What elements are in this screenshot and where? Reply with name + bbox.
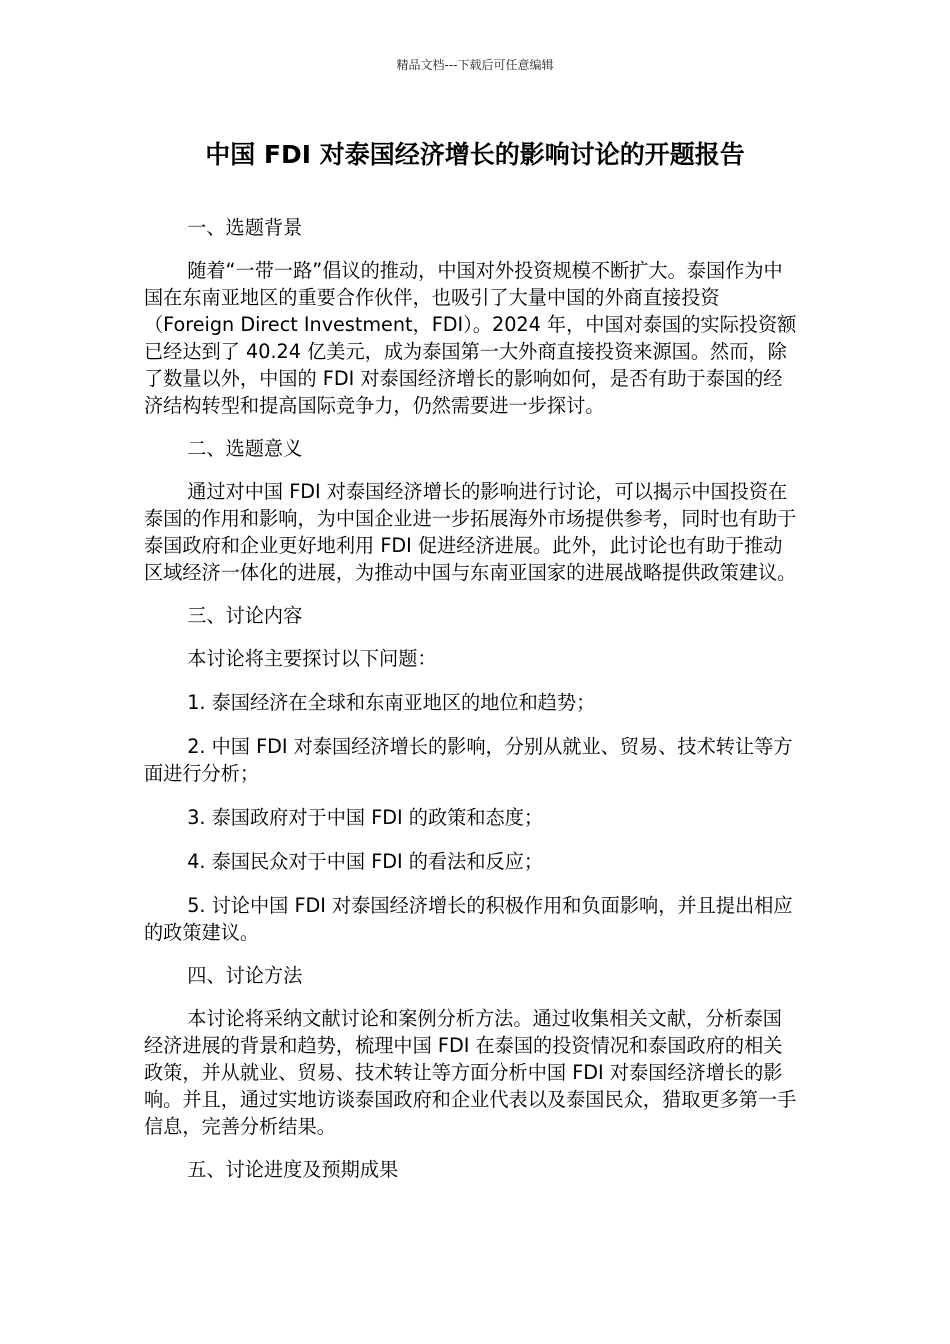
list-item: 2. 中国 FDI 对泰国经济增长的影响，分别从就业、贸易、技术转让等方面进行分析； xyxy=(144,735,793,785)
background-paragraph: 随着“一带一路”倡议的推动，中国对外投资规模不断扩大。泰国作为中国在东南亚地区的重要合作伙伴，也吸引了大量中国的外商直接投资（Foreign Direct Investment，FDI）。2024 年，中国对泰国的实际投资额已经达到了 40.24 亿美元，成为泰国第一大外商直接投资来源国。然而，除了数量以外，中国的 FDI 对泰国经济增长的影响如何，是否有助于泰国的经济结构转型和提高国际竞争力，仍然需要进一步探讨。 xyxy=(144,259,797,417)
page-header: 精品文档---下载后可任意编辑 xyxy=(396,58,554,72)
content-intro: 本讨论将主要探讨以下问题： xyxy=(187,647,437,670)
significance-paragraph: 通过对中国 FDI 对泰国经济增长的影响进行讨论，可以揭示中国投资在泰国的作用和影响，为中国企业进一步拓展海外市场提供参考，同时也有助于泰国政府和企业更好地利用 FDI 促进经济进展。此外，此讨论也有助于推动区域经济一体化的进展，为推动中国与东南亚国家的进展战略提供政策建议。 xyxy=(144,480,797,584)
section-heading-schedule: 五、讨论进度及预期成果 xyxy=(187,1158,399,1181)
list-item: 3. 泰国政府对于中国 FDI 的政策和态度； xyxy=(187,806,544,829)
section-heading-method: 四、讨论方法 xyxy=(187,964,303,987)
document-title: 中国 FDI 对泰国经济增长的影响讨论的开题报告 xyxy=(205,140,745,169)
list-item: 5. 讨论中国 FDI 对泰国经济增长的积极作用和负面影响，并且提出相应的政策建议。 xyxy=(144,894,793,944)
list-item: 4. 泰国民众对于中国 FDI 的看法和反应； xyxy=(187,850,544,873)
list-item: 1. 泰国经济在全球和东南亚地区的地位和趋势； xyxy=(187,691,596,714)
document-body xyxy=(144,214,800,1183)
method-paragraph: 本讨论将采纳文献讨论和案例分析方法。通过收集相关文献，分析泰国经济进展的背景和趋势，梳理中国 FDI 在泰国的投资情况和泰国政府的相关政策，并从就业、贸易、技术转让等方面分析中国 FDI 对泰国经济增长的影响。并且，通过实地访谈泰国政府和企业代表以及泰国民众，猎取更多第一手信息，完善分析结果。 xyxy=(144,1007,797,1138)
section-heading-background: 一、选题背景 xyxy=(187,216,303,239)
section-heading-significance: 二、选题意义 xyxy=(187,437,303,460)
section-heading-content: 三、讨论内容 xyxy=(187,604,303,627)
